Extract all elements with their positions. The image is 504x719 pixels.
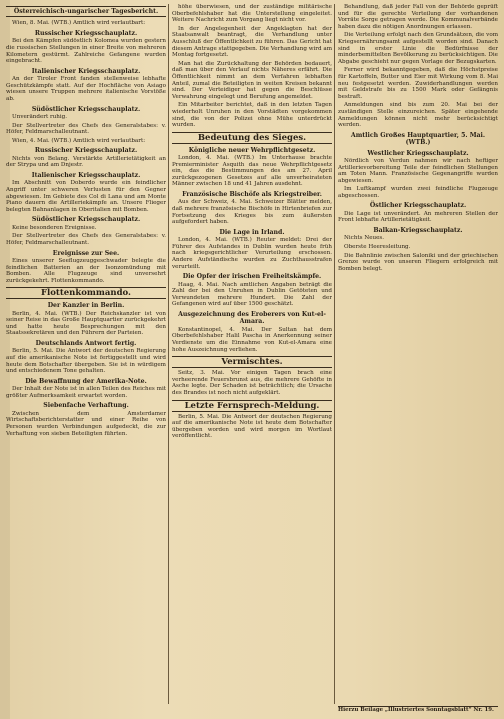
article-paragraph: Der Stellvertreter des Chefs des Generalstabes: v. Höfer, Feldmarschalleutnant. [6, 233, 166, 246]
article-paragraph: Man hat die Zurückhaltung der Behörden bedauert, daß man über den Verlauf nichts Näheres erfährt. Die Öffentlichkeit nimmt an dem Verfahren lebhaften Anteil, zumal die Beteiligten in weiten Kreisen bekannt sind. Der Verteidiger hat gegen die Beschlüsse Verwahrung eingelegt und Berufung angemeldet. [172, 60, 332, 100]
article-paragraph: Der Stellvertreter des Chefs des Generalstabes: v. Höfer, Feldmarschalleutnant. [6, 122, 166, 136]
article-paragraph: An der Tiroler Front fanden stellenweise lebhafte Geschützkämpfe statt. Auf der Hochfläche von Asiago wiesen unsere Truppen mehrere italienische Vorstöße ab. [6, 76, 166, 102]
article-heading: Russischer Kriegsschauplatz. [34, 147, 138, 155]
article-paragraph: Berlin, 5. Mai. Die Antwort der deutschen Regierung auf die amerikanische Note ist fertiggestellt und wird heute dem Botschafter übergeben. Sie ist in würdigem und entschiedenem Tone gehalten. [6, 348, 166, 375]
section-heading: Letzte Fernsprech-Meldung. [172, 400, 332, 412]
article-paragraph: Eines unserer Seeflugzeuggeschwader belegte die feindlichen Batterien an der Isonzomündung mit Bomben. Alle Flugzeuge sind unversehrt zurückgekehrt. Flottenkommando. [6, 257, 166, 284]
article-heading: Balkan-Kriegsschauplatz. [373, 227, 463, 235]
article-paragraph: London, 4. Mai. (WTB.) Reuter meldet: Drei der Führer des Aufstandes in Dublin wurden heute früh nach kriegsgerichtlicher Verurteilung erschossen. Andere Aufständische wurden zu Zuchthausstrafen verurteilt. [172, 237, 332, 270]
article-heading: Deutschlands Antwort fertig. [35, 340, 137, 348]
article-paragraph: Bei den Kämpfen südöstlich Kolomea wurden gestern die russischen Stellungen in einer Breite von mehreren Kilometern gestürmt. Zahlreiche Gefangene wurden eingebracht. [6, 38, 166, 65]
article-paragraph: Keine besonderen Ereignisse. [12, 224, 97, 231]
article-heading: Die Opfer der irischen Freiheitskämpfe. [182, 273, 322, 281]
section-heading: Flottenkommando. [6, 287, 166, 299]
article-paragraph: In der Angelegenheit der Angeklagten hat der Staatsanwalt beantragt, die Verhandlung unter Ausschluß der Öffentlichkeit zu führen. Das Gericht hat diesem Antrage stattgegeben. Die Verhandlung wird am Montag fortgesetzt. [172, 25, 332, 59]
article-paragraph: Unverändert ruhig. [12, 113, 68, 120]
article-paragraph: Anmeldungen sind bis zum 20. Mai bei der zuständigen Stelle einzureichen. Später eingehende Anmeldungen können nicht mehr berücksichtigt werden. [338, 102, 498, 129]
article-paragraph: Die Bahnlinie zwischen Saloniki und der griechischen Grenze wurde von unseren Fliegern erfolgreich mit Bomben belegt. [338, 252, 498, 272]
article-paragraph: höhe überwiesen, und der zuständige militärische Oberbefehlshaber hat die Unterstellung eingeleitet. Weitere Nachricht zum Vorgang liegt nicht vor. [172, 4, 332, 24]
article-paragraph: Haag, 4. Mai. Nach amtlichen Angaben beträgt die Zahl der bei den Unruhen in Dublin Getöteten und Verwundeten mehrere Hundert. Die Zahl der Gefangenen wird auf über 1500 geschätzt. [172, 281, 332, 308]
article-paragraph: Der Inhalt der Note ist in allen Teilen des Reiches mit größter Aufmerksamkeit erwartet worden. [6, 386, 166, 399]
article-heading: Südöstlicher Kriegsschauplatz. [31, 105, 141, 113]
column-divider [334, 4, 335, 704]
page-footer: Hierzu Beilage „Illustriertes Sonntagsblatt“ Nr. 19. [338, 706, 498, 714]
article-paragraph: Im Luftkampf wurden zwei feindliche Flugzeuge abgeschossen. [338, 186, 498, 199]
article-paragraph: Zwischen dem Amsterdamer Wirtschaftsberichterstatter und einer Reihe von Personen wurden Verbindungen aufgedeckt, die zur Verhaftung von sieben Beteiligten führten. [6, 410, 166, 437]
article-paragraph: Die Lage ist unverändert. An mehreren Stellen der Front lebhafte Artillerietätigkeit. [338, 210, 498, 224]
article-paragraph: Die Verteilung erfolgt nach den Grundsätzen, die vom Kriegsernährungsamt aufgestellt worden sind. Danach sind in erster Linie die Bedürfnisse der minderbemittelten Bevölkerung zu berücksichtigen. Die Abgabe geschieht nur gegen Vorlage der Bezugskarten. [338, 32, 498, 65]
article-paragraph: Ein Mitarbeiter berichtet, daß in den letzten Tagen wiederholt Unruhen in den Vorstädten vorgekommen sind, die von der Polizei ohne Mühe unterdrückt wurden. [172, 102, 332, 129]
article-paragraph: Wien, 4. Mai. (WTB.) Amtlich wird verlautbart: [12, 137, 146, 144]
column-divider [168, 4, 169, 704]
column-1 [6, 4, 166, 704]
article-paragraph: Berlin, 5. Mai. Die Antwort der deutschen Regierung auf die amerikanische Note ist heute dem Botschafter übergeben worden und wird morgen im Wortlaut veröffentlicht. [172, 413, 332, 440]
section-heading: Bedeutung des Sieges. [172, 132, 332, 144]
article-paragraph: Oberste Heeresleitung. [344, 244, 411, 251]
article-heading: Die Bewaffnung der Amerika-Note. [25, 377, 147, 385]
article-heading: Die Lage in Irland. [219, 228, 285, 236]
article-paragraph: Nichts von Belang. Verstärkte Artillerietätigkeit an der Strypa und am Dnjestr. [6, 155, 166, 169]
column-3 [338, 4, 498, 704]
section-heading: Vermischtes. [172, 356, 332, 368]
article-heading: Italienischer Kriegsschauplatz. [31, 171, 141, 179]
article-heading: Russischer Kriegsschauplatz. [34, 30, 138, 37]
article-paragraph: Wien, 8. Mai. (WTB.) Amtlich wird verlautbart: [12, 20, 146, 27]
article-heading: Amtlich Großes Hauptquartier, 5. Mai. (WTB.) [350, 131, 486, 147]
article-paragraph: Konstantinopel, 4. Mai. Der Sultan hat dem Oberbefehlshaber Halil Pascha in Anerkennung seiner Verdienste um die Einnahme von Kut-el-Amara eine hohe Auszeichnung verliehen. [172, 326, 332, 353]
article-paragraph: Seitz, 3. Mai. Vor einigen Tagen brach eine verheerende Feuersbrunst aus, die mehrere Gehöfte in Asche legte. Der Schaden ist beträchtlich; die Ursache des Brandes ist noch nicht aufgeklärt. [172, 370, 332, 396]
article-heading: Königliche neuer Wehrpflichtgesetz. [188, 146, 316, 154]
article-heading: Westlicher Kriegsschauplatz. [367, 149, 469, 157]
column-2 [172, 4, 332, 704]
article-paragraph: Nördlich von Verdun nahmen wir nach heftiger Artillerievorbereitung Teile der feindlichen Stellungen am Toten Mann. Französische Gegenangriffe wurden abgewiesen. [338, 157, 498, 184]
article-heading: Ausgezeichnung des Eroberers von Kut-el-Amara. [178, 311, 326, 326]
article-paragraph: Berlin, 4. Mai. (WTB.) Der Reichskanzler ist von seiner Reise in das Große Hauptquartier zurückgekehrt und hatte heute Besprechungen mit den Staatssekretären und den Führern der Parteien. [6, 310, 166, 337]
article-paragraph: London, 4. Mai. (WTB.) Im Unterhause brachte Premierminister Asquith das neue Wehrpflichtgesetz ein, das die Bestimmungen des am 27. April zurückgezogenen Gesetzes auf alle unverheirateten Männer zwischen 18 und 41 Jahren ausdehnt. [172, 155, 332, 188]
article-paragraph: Nichts Neues. [344, 235, 385, 242]
article-heading: Italienischer Kriegsschauplatz. [31, 67, 141, 75]
article-paragraph: Aus der Schweiz, 4. Mai. Schweizer Blätter melden, daß mehrere französische Bischöfe in Hirtenbriefen zur Fortsetzung des Krieges bis zum äußersten aufgefordert haben. [172, 199, 332, 226]
article-heading: Östlicher Kriegsschauplatz. [369, 202, 467, 210]
article-heading: Österreichisch-ungarischer Tagesbericht. [6, 6, 166, 17]
article-paragraph: Im Abschnitt von Doberdo wurde ein feindlicher Angriff unter schweren Verlusten für den Gegner abgewiesen. Im Gebiete des Col di Lana und am Monte Piano dauern die Artilleriekämpfe an. Unsere Flieger belegten Bahnanlagen in Oberitalien mit Bomben. [6, 180, 166, 213]
article-paragraph: Behandlung, daß jeder Fall von der Behörde geprüft und für die gerechte Verteilung der vorhandenen Vorräte Sorge getragen werde. Die Kommunalverbände haben dazu die nötigen Anordnungen erlassen. [338, 4, 498, 30]
article-heading: Der Kanzler in Berlin. [47, 302, 125, 310]
article-heading: Südöstlicher Kriegsschauplatz. [31, 216, 141, 224]
article-heading: Französische Bischöfe als Kriegstreiber. [182, 191, 322, 199]
article-heading: Siebenfache Verhaftung. [43, 402, 129, 410]
article-heading: Ereignisse zur See. [52, 249, 120, 257]
article-paragraph: Ferner wird bekanntgegeben, daß die Höchstpreise für Kartoffeln, Butter und Eier mit Wirkung vom 8. Mai neu festgesetzt werden. Zuwiderhandlungen werden mit Geldstrafe bis zu 1500 Mark oder Gefängnis bestraft. [338, 67, 498, 100]
